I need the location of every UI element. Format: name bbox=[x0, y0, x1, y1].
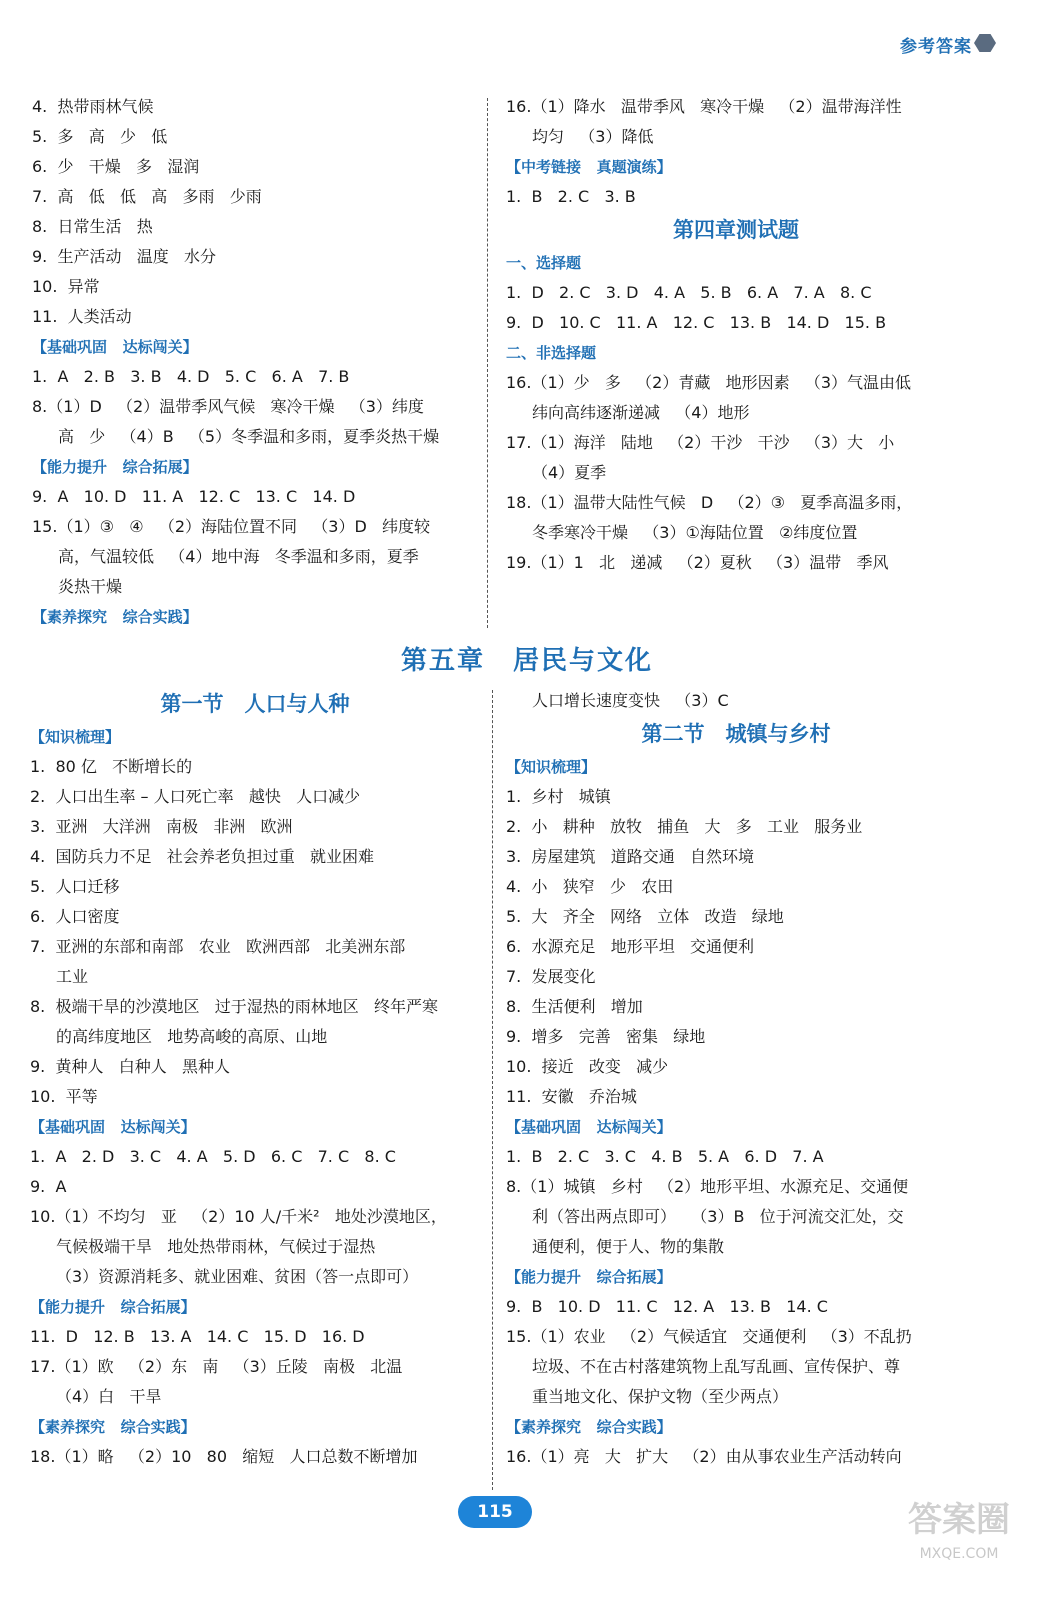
top-left-column bbox=[32, 92, 472, 632]
answer-line: 6. 水源充足 地形平坦 交通便利 bbox=[506, 937, 754, 956]
answer-line: 18.（1）略 （2）10 80 缩短 人口总数不断增加 bbox=[30, 1447, 418, 1466]
answer-line: 15.（1）农业 （2）气候适宜 交通便利 （3）不乱扔 bbox=[506, 1327, 912, 1346]
watermark bbox=[884, 1496, 1034, 1586]
section-heading: 【基础巩固 达标闯关】 bbox=[32, 338, 198, 356]
section-heading: 【素养探究 综合实践】 bbox=[30, 1418, 196, 1436]
answer-line-continued: 气候极端干旱 地处热带雨林，气候过于湿热 bbox=[56, 1237, 376, 1256]
top-column-divider bbox=[487, 98, 488, 628]
answer-line: 2. 人口出生率 – 人口死亡率 越快 人口减少 bbox=[30, 787, 361, 806]
section-heading: 【基础巩固 达标闯关】 bbox=[30, 1118, 196, 1136]
answer-line: 16.（1）少 多 （2）青藏 地形因素 （3）气温由低 bbox=[506, 373, 912, 392]
answer-line: 9. A 10. D 11. A 12. C 13. C 14. D bbox=[32, 487, 356, 506]
section-title: 第一节 人口与人种 bbox=[160, 692, 350, 716]
answer-line: 5. 人口迁移 bbox=[30, 877, 120, 896]
section-heading: 【能力提升 综合拓展】 bbox=[30, 1298, 196, 1316]
answer-line-continued: 利（答出两点即可） （3）B 位于河流交汇处，交 bbox=[532, 1207, 904, 1226]
answer-line: 7. 高 低 低 高 多雨 少雨 bbox=[32, 187, 262, 206]
answer-line-continued: （4）夏季 bbox=[532, 463, 607, 482]
section-heading: 【能力提升 综合拓展】 bbox=[32, 458, 198, 476]
answer-line: 18.（1）温带大陆性气候 D （2）③ 夏季高温多雨， bbox=[506, 493, 913, 512]
answer-line-continued: 高 少 （4）B （5）冬季温和多雨，夏季炎热干燥 bbox=[58, 427, 440, 446]
answer-line: 10.（1）不均匀 亚 （2）10 人/千米² 地处沙漠地区， bbox=[30, 1207, 447, 1226]
answer-line: 17.（1）海洋 陆地 （2）干沙 干沙 （3）大 小 bbox=[506, 433, 895, 452]
answer-line: 11. 安徽 乔治城 bbox=[506, 1087, 637, 1106]
answer-line: 9. B 10. D 11. C 12. A 13. B 14. C bbox=[506, 1297, 828, 1316]
answer-line: 2. 小 耕种 放牧 捕鱼 大 多 工业 服务业 bbox=[506, 817, 863, 836]
answer-line: 17.（1）欧 （2）东 南 （3）丘陵 南极 北温 bbox=[30, 1357, 403, 1376]
page-number: 115 bbox=[458, 1496, 532, 1528]
answer-line: 15.（1）③ ④ （2）海陆位置不同 （3）D 纬度较 bbox=[32, 517, 431, 536]
answer-line: 1. A 2. B 3. B 4. D 5. C 6. A 7. B bbox=[32, 367, 350, 386]
answer-line: 1. 乡村 城镇 bbox=[506, 787, 611, 806]
answer-line: 5. 多 高 少 低 bbox=[32, 127, 168, 146]
answer-line: 9. 黄种人 白种人 黑种人 bbox=[30, 1057, 230, 1076]
answer-line-continued: 人口增长速度变快 （3）C bbox=[532, 691, 729, 710]
section-heading: 【素养探究 综合实践】 bbox=[506, 1418, 672, 1436]
section-heading: 一、选择题 bbox=[506, 254, 582, 272]
answer-line: 11. 人类活动 bbox=[32, 307, 132, 326]
answer-line: 19.（1）1 北 递减 （2）夏秋 （3）温带 季风 bbox=[506, 553, 889, 572]
top-right-column bbox=[506, 92, 966, 578]
answer-line-continued: 炎热干燥 bbox=[58, 577, 123, 596]
answer-line: 9. 增多 完善 密集 绿地 bbox=[506, 1027, 706, 1046]
answer-line-continued: 重当地文化、保护文物（至少两点） bbox=[532, 1387, 789, 1406]
answer-line: 4. 热带雨林气候 bbox=[32, 97, 154, 116]
answer-line: 6. 少 干燥 多 湿润 bbox=[32, 157, 200, 176]
answer-line: 10. 接近 改变 减少 bbox=[506, 1057, 669, 1076]
answer-line: 6. 人口密度 bbox=[30, 907, 120, 926]
header-label: 参考答案 bbox=[900, 37, 972, 57]
answer-line-continued: 通便利，便于人、物的集散 bbox=[532, 1237, 725, 1256]
answer-line: 7. 发展变化 bbox=[506, 967, 596, 986]
answer-line-continued: 的高纬度地区 地势高峻的高原、山地 bbox=[56, 1027, 328, 1046]
answer-line: 1. B 2. C 3. C 4. B 5. A 6. D 7. A bbox=[506, 1147, 824, 1166]
bottom-right-column bbox=[506, 686, 966, 1472]
answer-line: 8.（1）D （2）温带季风气候 寒冷干燥 （3）纬度 bbox=[32, 397, 424, 416]
answer-line-continued: （3）资源消耗多、就业困难、贫困（答一点即可） bbox=[56, 1267, 419, 1286]
section-heading: 【中考链接 真题演练】 bbox=[506, 158, 672, 176]
answer-line: 3. 房屋建筑 道路交通 自然环境 bbox=[506, 847, 754, 866]
answer-line-continued: 高，气温较低 （4）地中海 冬季温和多雨，夏季 bbox=[58, 547, 419, 566]
answer-line-continued: 垃圾、不在古村落建筑物上乱写乱画、宣传保护、尊 bbox=[532, 1357, 901, 1376]
answer-line: 10. 平等 bbox=[30, 1087, 98, 1106]
section-title: 第四章测试题 bbox=[673, 218, 799, 242]
answer-line-continued: 纬向高纬逐渐递减 （4）地形 bbox=[532, 403, 750, 422]
answer-line: 7. 亚洲的东部和南部 农业 欧洲西部 北美洲东部 bbox=[30, 937, 406, 956]
answer-line: 8. 生活便利 增加 bbox=[506, 997, 643, 1016]
answer-line: 11. D 12. B 13. A 14. C 15. D 16. D bbox=[30, 1327, 365, 1346]
section-heading: 【知识梳理】 bbox=[506, 758, 597, 776]
answer-line: 9. A bbox=[30, 1177, 67, 1196]
answer-line: 8. 极端干旱的沙漠地区 过于湿热的雨林地区 终年严寒 bbox=[30, 997, 438, 1016]
answer-line-continued: （4）白 干旱 bbox=[56, 1387, 162, 1406]
answer-line: 4. 小 狭窄 少 农田 bbox=[506, 877, 674, 896]
answer-line: 16.（1）降水 温带季风 寒冷干燥 （2）温带海洋性 bbox=[506, 97, 902, 116]
answer-line: 9. D 10. C 11. A 12. C 13. B 14. D 15. B bbox=[506, 313, 887, 332]
section-heading: 【基础巩固 达标闯关】 bbox=[506, 1118, 672, 1136]
answer-line: 10. 异常 bbox=[32, 277, 100, 296]
bottom-left-column bbox=[30, 686, 480, 1472]
answer-line: 1. B 2. C 3. B bbox=[506, 187, 636, 206]
answer-line-continued: 均匀 （3）降低 bbox=[532, 127, 654, 146]
answer-line: 8.（1）城镇 乡村 （2）地形平坦、水源充足、交通便 bbox=[506, 1177, 909, 1196]
section-heading: 【能力提升 综合拓展】 bbox=[506, 1268, 672, 1286]
answer-line: 1. 80 亿 不断增长的 bbox=[30, 757, 193, 776]
answer-line-continued: 冬季寒冷干燥 （3）①海陆位置 ②纬度位置 bbox=[532, 523, 858, 542]
section-heading: 【素养探究 综合实践】 bbox=[32, 608, 198, 626]
watermark-sub: MXQE.COM bbox=[919, 1546, 999, 1562]
section-heading: 【知识梳理】 bbox=[30, 728, 121, 746]
answer-line: 1. D 2. C 3. D 4. A 5. B 6. A 7. A 8. C bbox=[506, 283, 872, 302]
bottom-column-divider bbox=[492, 690, 493, 1490]
section-title: 第二节 城镇与乡村 bbox=[641, 722, 831, 746]
answer-line: 9. 生产活动 温度 水分 bbox=[32, 247, 216, 266]
answer-line: 5. 大 齐全 网络 立体 改造 绿地 bbox=[506, 907, 784, 926]
watermark-main: 答案圈 bbox=[908, 1500, 1010, 1540]
answer-line-continued: 工业 bbox=[56, 967, 89, 986]
answer-line: 8. 日常生活 热 bbox=[32, 217, 153, 236]
chapter-title: 第五章 居民与文化 bbox=[400, 646, 653, 676]
answer-line: 4. 国防兵力不足 社会养老负担过重 就业困难 bbox=[30, 847, 374, 866]
answer-line: 3. 亚洲 大洋洲 南极 非洲 欧洲 bbox=[30, 817, 293, 836]
header-hexagon-icon bbox=[974, 34, 996, 52]
answer-line: 16.（1）亮 大 扩大 （2）由从事农业生产活动转向 bbox=[506, 1447, 902, 1466]
answer-line: 1. A 2. D 3. C 4. A 5. D 6. C 7. C 8. C bbox=[30, 1147, 396, 1166]
section-heading: 二、非选择题 bbox=[506, 344, 597, 362]
